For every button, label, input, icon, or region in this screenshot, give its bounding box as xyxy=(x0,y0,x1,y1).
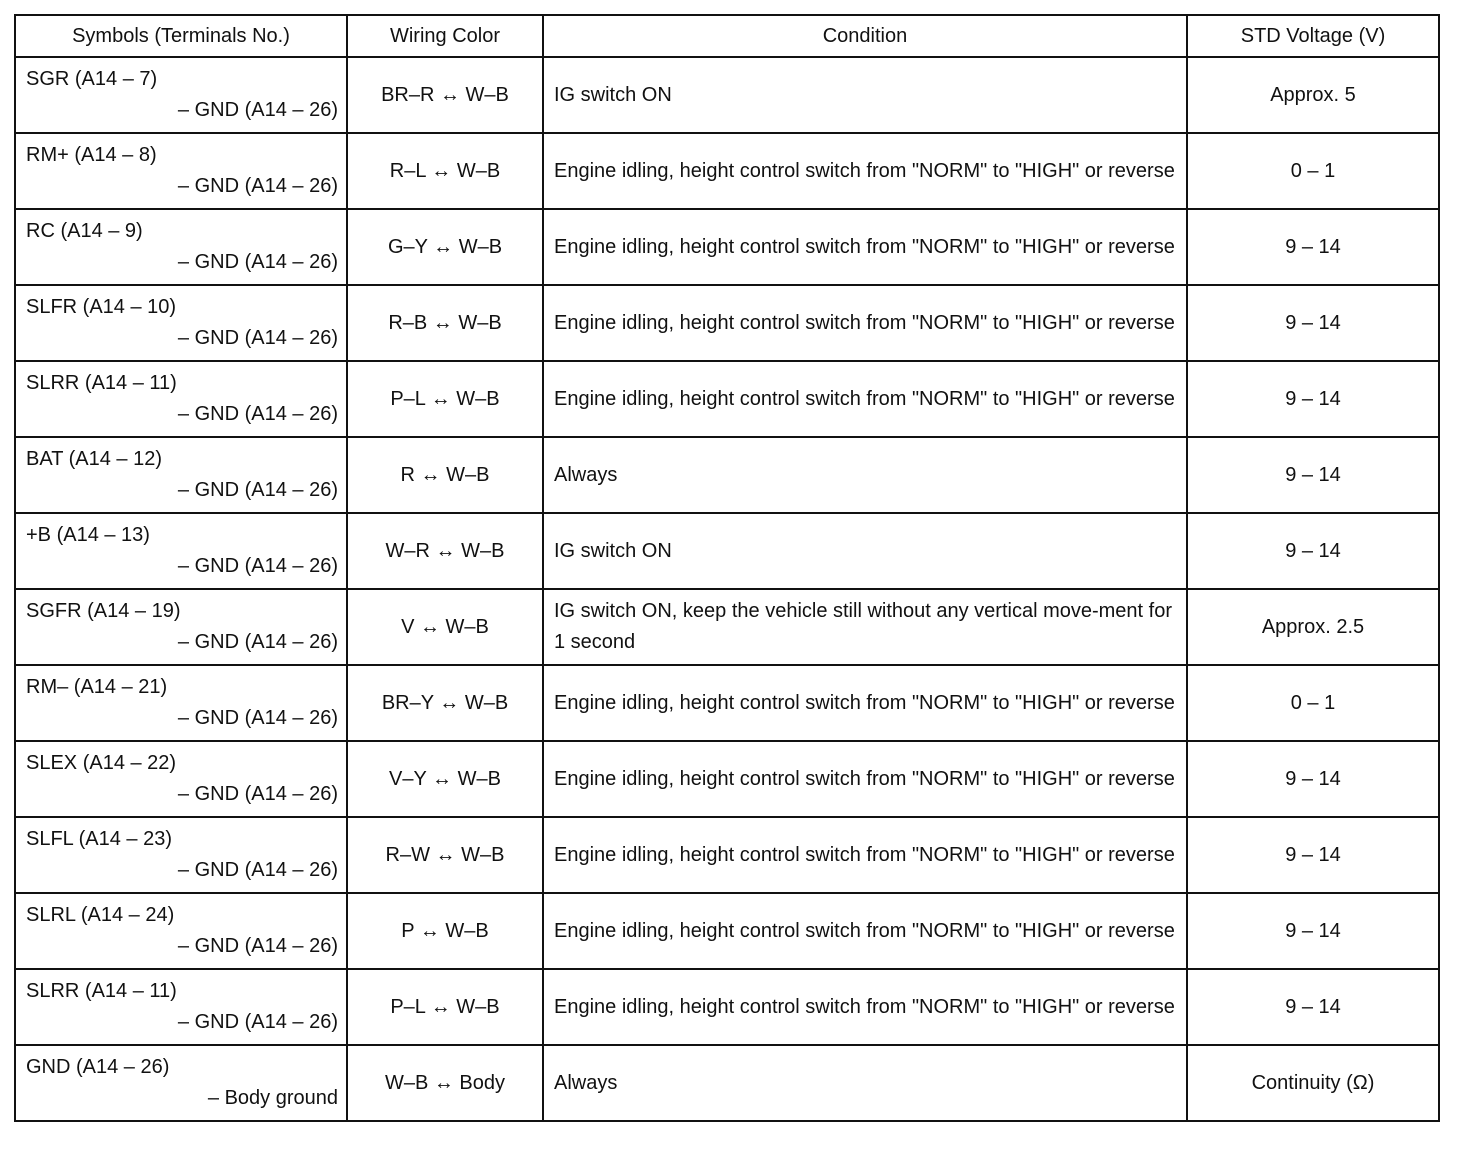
header-std-voltage: STD Voltage (V) xyxy=(1187,15,1439,57)
wiring-color: P ↔ W–B xyxy=(347,893,543,969)
terminal-ground: – Body ground xyxy=(207,1087,338,1109)
condition: IG switch ON xyxy=(543,57,1187,133)
table-row xyxy=(15,361,1439,437)
wiring-color: P–L ↔ W–B xyxy=(347,361,543,437)
condition: Engine idling, height control switch from "NORM" to "HIGH" or reverse xyxy=(543,361,1187,437)
terminal-symbol: SLFR (A14 – 10) xyxy=(26,296,177,318)
terminal-voltage-sheet xyxy=(14,14,1438,1122)
condition: Engine idling, height control switch from "NORM" to "HIGH" or reverse xyxy=(543,133,1187,209)
terminal-ground: – GND (A14 – 26) xyxy=(177,251,338,273)
wiring-color: P–L ↔ W–B xyxy=(347,969,543,1045)
wiring-color: V ↔ W–B xyxy=(347,589,543,665)
symbol-cell xyxy=(15,741,347,817)
std-voltage: 9 – 14 xyxy=(1187,437,1439,513)
terminal-symbol: SLEX (A14 – 22) xyxy=(26,752,177,774)
terminal-ground: – GND (A14 – 26) xyxy=(177,935,338,957)
condition: Always xyxy=(543,1045,1187,1121)
terminal-ground: – GND (A14 – 26) xyxy=(177,707,338,729)
terminal-ground: – GND (A14 – 26) xyxy=(177,327,338,349)
symbol-cell xyxy=(15,209,347,285)
std-voltage: 9 – 14 xyxy=(1187,969,1439,1045)
header-row xyxy=(15,15,1439,57)
wiring-color: G–Y ↔ W–B xyxy=(347,209,543,285)
std-voltage: 9 – 14 xyxy=(1187,209,1439,285)
terminal-symbol: SLRR (A14 – 11) xyxy=(26,372,177,394)
terminal-ground: – GND (A14 – 26) xyxy=(177,175,338,197)
condition: IG switch ON, keep the vehicle still without any vertical move-ment for 1 second xyxy=(543,589,1187,665)
terminal-voltage-table xyxy=(14,14,1440,1122)
std-voltage: 9 – 14 xyxy=(1187,285,1439,361)
table-body xyxy=(15,57,1439,1121)
header-condition: Condition xyxy=(543,15,1187,57)
symbol-cell xyxy=(15,57,347,133)
condition: Engine idling, height control switch from "NORM" to "HIGH" or reverse xyxy=(543,969,1187,1045)
wiring-color: W–B ↔ Body xyxy=(347,1045,543,1121)
terminal-ground: – GND (A14 – 26) xyxy=(177,1011,338,1033)
table-row xyxy=(15,969,1439,1045)
terminal-symbol: SLRL (A14 – 24) xyxy=(26,904,175,926)
symbol-cell xyxy=(15,893,347,969)
symbol-cell xyxy=(15,285,347,361)
wiring-color: R–W ↔ W–B xyxy=(347,817,543,893)
table-row xyxy=(15,665,1439,741)
header-symbols: Symbols (Terminals No.) xyxy=(15,15,347,57)
terminal-symbol: SLFL (A14 – 23) xyxy=(26,828,173,850)
condition: Always xyxy=(543,437,1187,513)
terminal-symbol: RC (A14 – 9) xyxy=(26,220,143,242)
condition: Engine idling, height control switch from "NORM" to "HIGH" or reverse xyxy=(543,741,1187,817)
wiring-color: BR–R ↔ W–B xyxy=(347,57,543,133)
std-voltage: 9 – 14 xyxy=(1187,513,1439,589)
table-row xyxy=(15,1045,1439,1121)
wiring-color: R–B ↔ W–B xyxy=(347,285,543,361)
wiring-color: R ↔ W–B xyxy=(347,437,543,513)
symbol-cell xyxy=(15,133,347,209)
terminal-ground: – GND (A14 – 26) xyxy=(177,403,338,425)
table-row xyxy=(15,513,1439,589)
symbol-cell xyxy=(15,665,347,741)
std-voltage: 0 – 1 xyxy=(1187,665,1439,741)
std-voltage: 9 – 14 xyxy=(1187,817,1439,893)
terminal-symbol: BAT (A14 – 12) xyxy=(26,448,162,470)
symbol-cell xyxy=(15,513,347,589)
symbol-cell xyxy=(15,361,347,437)
terminal-symbol: +B (A14 – 13) xyxy=(26,524,150,546)
wiring-color: BR–Y ↔ W–B xyxy=(347,665,543,741)
symbol-cell xyxy=(15,817,347,893)
terminal-symbol: SGFR (A14 – 19) xyxy=(26,600,181,622)
header-wiring-color: Wiring Color xyxy=(347,15,543,57)
condition: Engine idling, height control switch from "NORM" to "HIGH" or reverse xyxy=(543,665,1187,741)
symbol-cell xyxy=(15,1045,347,1121)
terminal-symbol: SLRR (A14 – 11) xyxy=(26,980,177,1002)
std-voltage: Continuity (Ω) xyxy=(1187,1045,1439,1121)
std-voltage: 9 – 14 xyxy=(1187,893,1439,969)
condition: Engine idling, height control switch from "NORM" to "HIGH" or reverse xyxy=(543,893,1187,969)
symbol-cell xyxy=(15,437,347,513)
table-row xyxy=(15,741,1439,817)
condition: Engine idling, height control switch from "NORM" to "HIGH" or reverse xyxy=(543,817,1187,893)
terminal-ground: – GND (A14 – 26) xyxy=(177,859,338,881)
terminal-ground: – GND (A14 – 26) xyxy=(177,631,338,653)
table-row xyxy=(15,57,1439,133)
terminal-symbol: RM– (A14 – 21) xyxy=(26,676,168,698)
table-row xyxy=(15,437,1439,513)
std-voltage: 0 – 1 xyxy=(1187,133,1439,209)
condition: Engine idling, height control switch from "NORM" to "HIGH" or reverse xyxy=(543,209,1187,285)
table-row xyxy=(15,209,1439,285)
std-voltage: Approx. 5 xyxy=(1187,57,1439,133)
std-voltage: Approx. 2.5 xyxy=(1187,589,1439,665)
terminal-symbol: SGR (A14 – 7) xyxy=(26,68,158,90)
table-row xyxy=(15,133,1439,209)
table-row xyxy=(15,589,1439,665)
condition: Engine idling, height control switch from "NORM" to "HIGH" or reverse xyxy=(543,285,1187,361)
terminal-ground: – GND (A14 – 26) xyxy=(177,555,338,577)
terminal-symbol: GND (A14 – 26) xyxy=(26,1056,170,1078)
table-row xyxy=(15,817,1439,893)
wiring-color: W–R ↔ W–B xyxy=(347,513,543,589)
table-row xyxy=(15,285,1439,361)
std-voltage: 9 – 14 xyxy=(1187,361,1439,437)
std-voltage: 9 – 14 xyxy=(1187,741,1439,817)
wiring-color: R–L ↔ W–B xyxy=(347,133,543,209)
table-row xyxy=(15,893,1439,969)
terminal-symbol: RM+ (A14 – 8) xyxy=(26,144,157,166)
terminal-ground: – GND (A14 – 26) xyxy=(177,99,338,121)
condition: IG switch ON xyxy=(543,513,1187,589)
terminal-ground: – GND (A14 – 26) xyxy=(177,783,338,805)
symbol-cell xyxy=(15,969,347,1045)
wiring-color: V–Y ↔ W–B xyxy=(347,741,543,817)
symbol-cell xyxy=(15,589,347,665)
terminal-ground: – GND (A14 – 26) xyxy=(177,479,338,501)
